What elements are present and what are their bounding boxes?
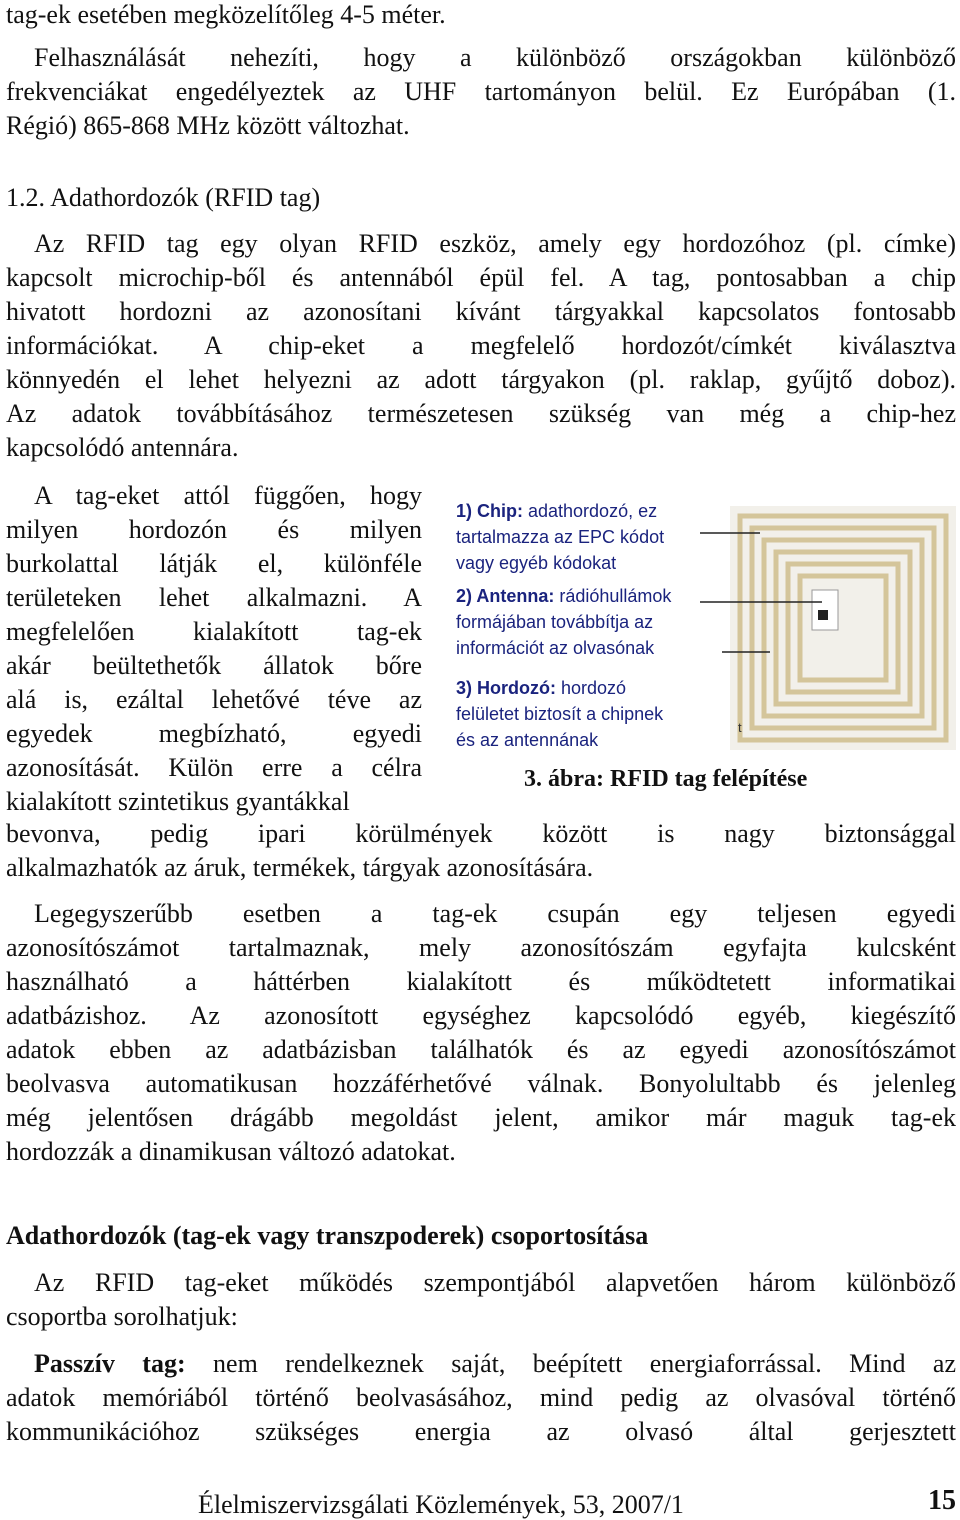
figure-text: formájában továbbítja az bbox=[456, 612, 654, 632]
figure-label-antenna-title: 2) Antenna: bbox=[456, 586, 555, 606]
text-line: hordozzák a dinamikusan változó adatokat. bbox=[6, 1137, 456, 1166]
text-line: Az RFID tag-eket működés szempontjából alapvetően három különböző bbox=[34, 1268, 956, 1297]
paragraph-intro-end bbox=[6, 0, 956, 32]
paragraph-frequency bbox=[6, 41, 956, 143]
paragraph-passive-tag bbox=[6, 1347, 956, 1449]
figure-label-chip bbox=[456, 498, 664, 576]
text-line: adatok ebben az adatbázisban találhatók és az egyedi azonosítószámot bbox=[6, 1035, 956, 1064]
text-line: Az adatok továbbításához természetesen szükség van még a chip-hez bbox=[6, 399, 956, 428]
paragraph-identifier bbox=[6, 897, 956, 1169]
text-line: kapcsolt microchip-ből és antennából épül fel. A tag, pontosabban a chip bbox=[6, 263, 956, 292]
journal-footer: Élelmiszervizsgálati Közlemények, 53, 2007/1 bbox=[198, 1490, 684, 1519]
text-line: adatbázishoz. Az azonosított egységhez kapcsolódó egyéb, kiegészítő bbox=[6, 1001, 956, 1030]
figure-text: adathordozó, ez bbox=[523, 501, 658, 521]
figure-label-chip-title: 1) Chip: bbox=[456, 501, 523, 521]
paragraph-groups bbox=[6, 1266, 956, 1334]
figure-label-substrate-title: 3) Hordozó: bbox=[456, 678, 556, 698]
paragraph-applications bbox=[6, 479, 422, 819]
text-line: területeken lehet alkalmazni. A bbox=[6, 583, 422, 612]
text-line: beolvasva automatikusan hozzáférhetővé válnak. Bonyolultabb és jelenleg bbox=[6, 1069, 956, 1098]
text-line: kommunikációhoz szükséges energia az olvasó által gerjesztett bbox=[6, 1417, 956, 1446]
text-line: kialakított szintetikus gyantákkal bbox=[6, 787, 350, 816]
text-line: hivatott hordozni az azonosítani kívánt tárgyakkal kapcsolatos fontosabb bbox=[6, 297, 956, 326]
text-line: tag-ek esetében megközelítőleg 4-5 méter. bbox=[6, 0, 446, 29]
figure-text: tartalmazza az EPC kódot bbox=[456, 527, 665, 547]
text-line: Régió) 865-868 MHz között változhat. bbox=[6, 111, 410, 140]
text-line: használható a háttérben kialakított és működtetett informatikai bbox=[6, 967, 956, 996]
paragraph-applications-continued bbox=[6, 817, 956, 885]
term-label: Passzív tag: bbox=[34, 1349, 186, 1378]
text-line: könnyedén el lehet helyezni az adott tárgyakon (pl. raklap, gyűjtő doboz). bbox=[6, 365, 956, 394]
text-line: kapcsolódó antennára. bbox=[6, 433, 239, 462]
text-line: Az RFID tag egy olyan RFID eszköz, amely egy hordozóhoz (pl. címke) bbox=[34, 229, 956, 258]
figure-label-substrate bbox=[456, 675, 663, 753]
paragraph-rfid-tag bbox=[6, 227, 956, 465]
text-line: bevonva, pedig ipari körülmények között is nagy biztonsággal bbox=[6, 819, 956, 848]
text-line: A tag-eket attól függően, hogy bbox=[34, 481, 422, 510]
figure-text: információt az olvasónak bbox=[456, 638, 655, 658]
text-line: megfelelően kialakított tag-ek bbox=[6, 617, 422, 646]
text-line: azonosítását. Külön erre a célra bbox=[6, 753, 422, 782]
heading-text: Adathordozók (tag-ek vagy transzpoderek) csoportosítása bbox=[6, 1221, 649, 1250]
text-line: alá is, ezáltal lehetővé téve az bbox=[6, 685, 422, 714]
text-line: akár beültethetők állatok bőre bbox=[6, 651, 422, 680]
subsection-heading bbox=[6, 1219, 956, 1253]
figure-text: és az antennának bbox=[456, 730, 599, 750]
chip-icon bbox=[818, 610, 828, 620]
text-line: információkat. A chip-eket a megfelelő hordozót/címkét kiválasztva bbox=[6, 331, 956, 360]
figure-text: felületet biztosít a chipnek bbox=[456, 704, 664, 724]
heading-text: 1.2. Adathordozók (RFID tag) bbox=[6, 183, 321, 212]
figure-text: vagy egyéb kódokat bbox=[456, 553, 617, 573]
figure-label-antenna bbox=[456, 583, 671, 661]
small-marker-text: t bbox=[738, 720, 742, 735]
figure-text: hordozó bbox=[555, 678, 627, 698]
text-line: azonosítószámot tartalmaznak, mely azonosítószám egyfajta kulcsként bbox=[6, 933, 956, 962]
text-line: alkalmazhatók az áruk, termékek, tárgyak azonosítására. bbox=[6, 853, 594, 882]
figure-text: rádióhullámok bbox=[554, 586, 672, 606]
text-line: Legegyszerűbb esetben a tag-ek csupán egy teljesen egyedi bbox=[34, 899, 956, 928]
text-span: nem rendelkeznek saját, beépített energiaforrással. Mind az bbox=[185, 1349, 956, 1378]
text-line bbox=[6, 1347, 956, 1381]
figure-caption: 3. ábra: RFID tag felépítése bbox=[524, 766, 808, 792]
rfid-tag-image bbox=[700, 498, 960, 758]
text-line: frekvenciákat engedélyeztek az UHF tartományon belül. Ez Európában (1. bbox=[6, 77, 956, 106]
text-line: egyedek megbízható, egyedi bbox=[6, 719, 422, 748]
text-line: csoportba sorolhatjuk: bbox=[6, 1302, 238, 1331]
text-line: burkolattal látják el, különféle bbox=[6, 549, 422, 578]
section-heading bbox=[6, 181, 956, 215]
page-number: 15 bbox=[928, 1485, 956, 1516]
text-line: adatok memóriából történő beolvasásához, mind pedig az olvasóval történő bbox=[6, 1383, 956, 1412]
text-line: még jelentősen drágább megoldást jelent, amikor már maguk tag-ek bbox=[6, 1103, 956, 1132]
text-line: milyen hordozón és milyen bbox=[6, 515, 422, 544]
text-line: Felhasználását nehezíti, hogy a különböző országokban különböző bbox=[34, 43, 956, 72]
